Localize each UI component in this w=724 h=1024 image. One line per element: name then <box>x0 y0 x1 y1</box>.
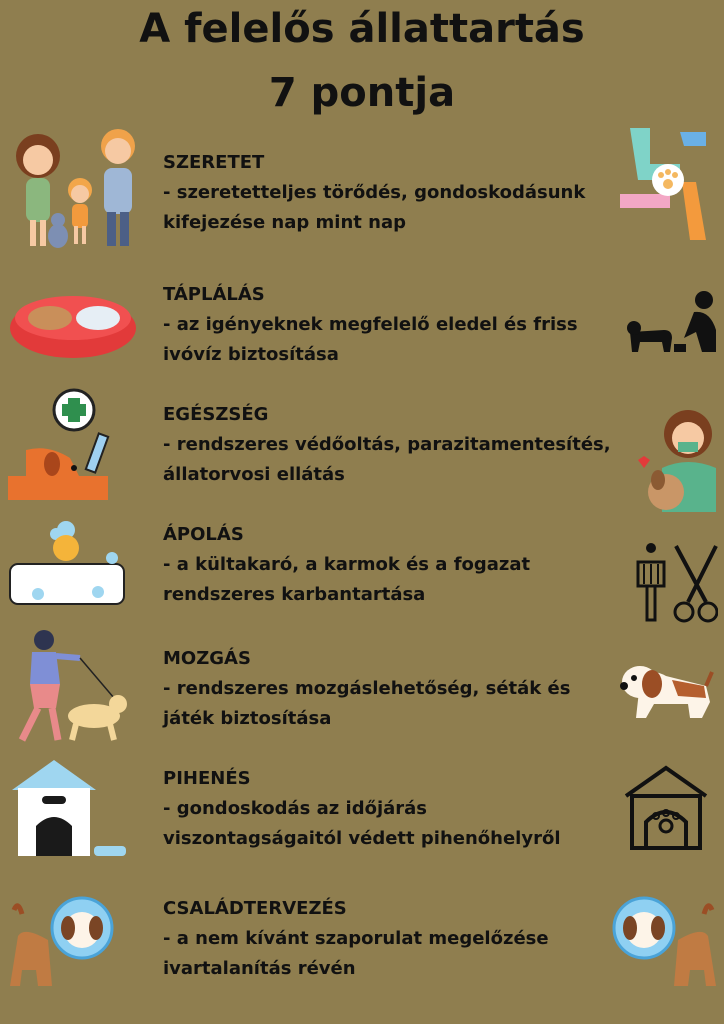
section-heading: ÁPOLÁS <box>163 524 244 545</box>
doghouse-icon <box>10 760 128 860</box>
section-pihenes <box>163 766 633 854</box>
brush-scissors-icon <box>632 540 718 624</box>
dog-vaccine-icon <box>8 388 116 504</box>
vet-with-dog-icon <box>634 408 720 514</box>
hands-paw-heart-icon <box>620 124 712 242</box>
section-description-line-2: kifejezése nap mint nap <box>163 212 406 233</box>
section-heading: CSALÁDTERVEZÉS <box>163 898 347 919</box>
section-description-line-2: ivartalanítás révén <box>163 958 356 979</box>
section-description-line-1: - a nem kívánt szaporulat megelőzése <box>163 928 549 949</box>
section-egeszseg <box>163 402 633 490</box>
section-description-line-1: - a kültakaró, a karmok és a fogazat <box>163 554 531 575</box>
section-description-line-2: játék biztosítása <box>163 708 332 729</box>
section-heading: EGÉSZSÉG <box>163 404 269 425</box>
section-heading: MOZGÁS <box>163 648 251 669</box>
section-description-line-1: - szeretetteljes törődés, gondoskodásunk <box>163 182 586 203</box>
section-mozgas <box>163 646 633 734</box>
person-feeding-dog-icon <box>624 290 720 358</box>
title-line-2: 7 pontja <box>268 70 456 116</box>
section-description-line-2: állatorvosi ellátás <box>163 464 345 485</box>
dog-with-cone-icon <box>608 896 718 992</box>
section-description-line-1: - rendszeres védőoltás, parazitamentesítés, <box>163 434 611 455</box>
section-description-line-1: - az igényeknek megfelelő eledel és friss <box>163 314 578 335</box>
section-heading: SZERETET <box>163 152 265 173</box>
section-heading: PIHENÉS <box>163 768 251 789</box>
section-description-line-1: - rendszeres mozgáslehetőség, séták és <box>163 678 571 699</box>
playful-dog-icon <box>618 652 714 722</box>
section-apolas <box>163 522 633 610</box>
food-bowl-icon <box>8 288 138 360</box>
section-taplalas <box>163 282 633 370</box>
section-description-line-1: - gondoskodás az időjárás <box>163 798 427 819</box>
title-line-1: A felelős állattartás <box>139 6 585 52</box>
section-csaladtervezes <box>163 896 633 984</box>
section-szeretet <box>163 150 633 238</box>
section-heading: TÁPLÁLÁS <box>163 284 265 305</box>
dog-with-cone-icon <box>8 896 118 992</box>
section-description-line-2: rendszeres karbantartása <box>163 584 426 605</box>
page-title <box>0 6 724 134</box>
section-description-line-2: ivóvíz biztosítása <box>163 344 339 365</box>
dog-bath-icon <box>8 520 126 610</box>
doghouse-paw-outline-icon <box>622 764 710 852</box>
family-with-pet-icon <box>6 124 151 252</box>
woman-walking-dog-icon <box>10 628 130 744</box>
section-description-line-2: viszontagságaitól védett pihenőhelyről <box>163 828 561 849</box>
